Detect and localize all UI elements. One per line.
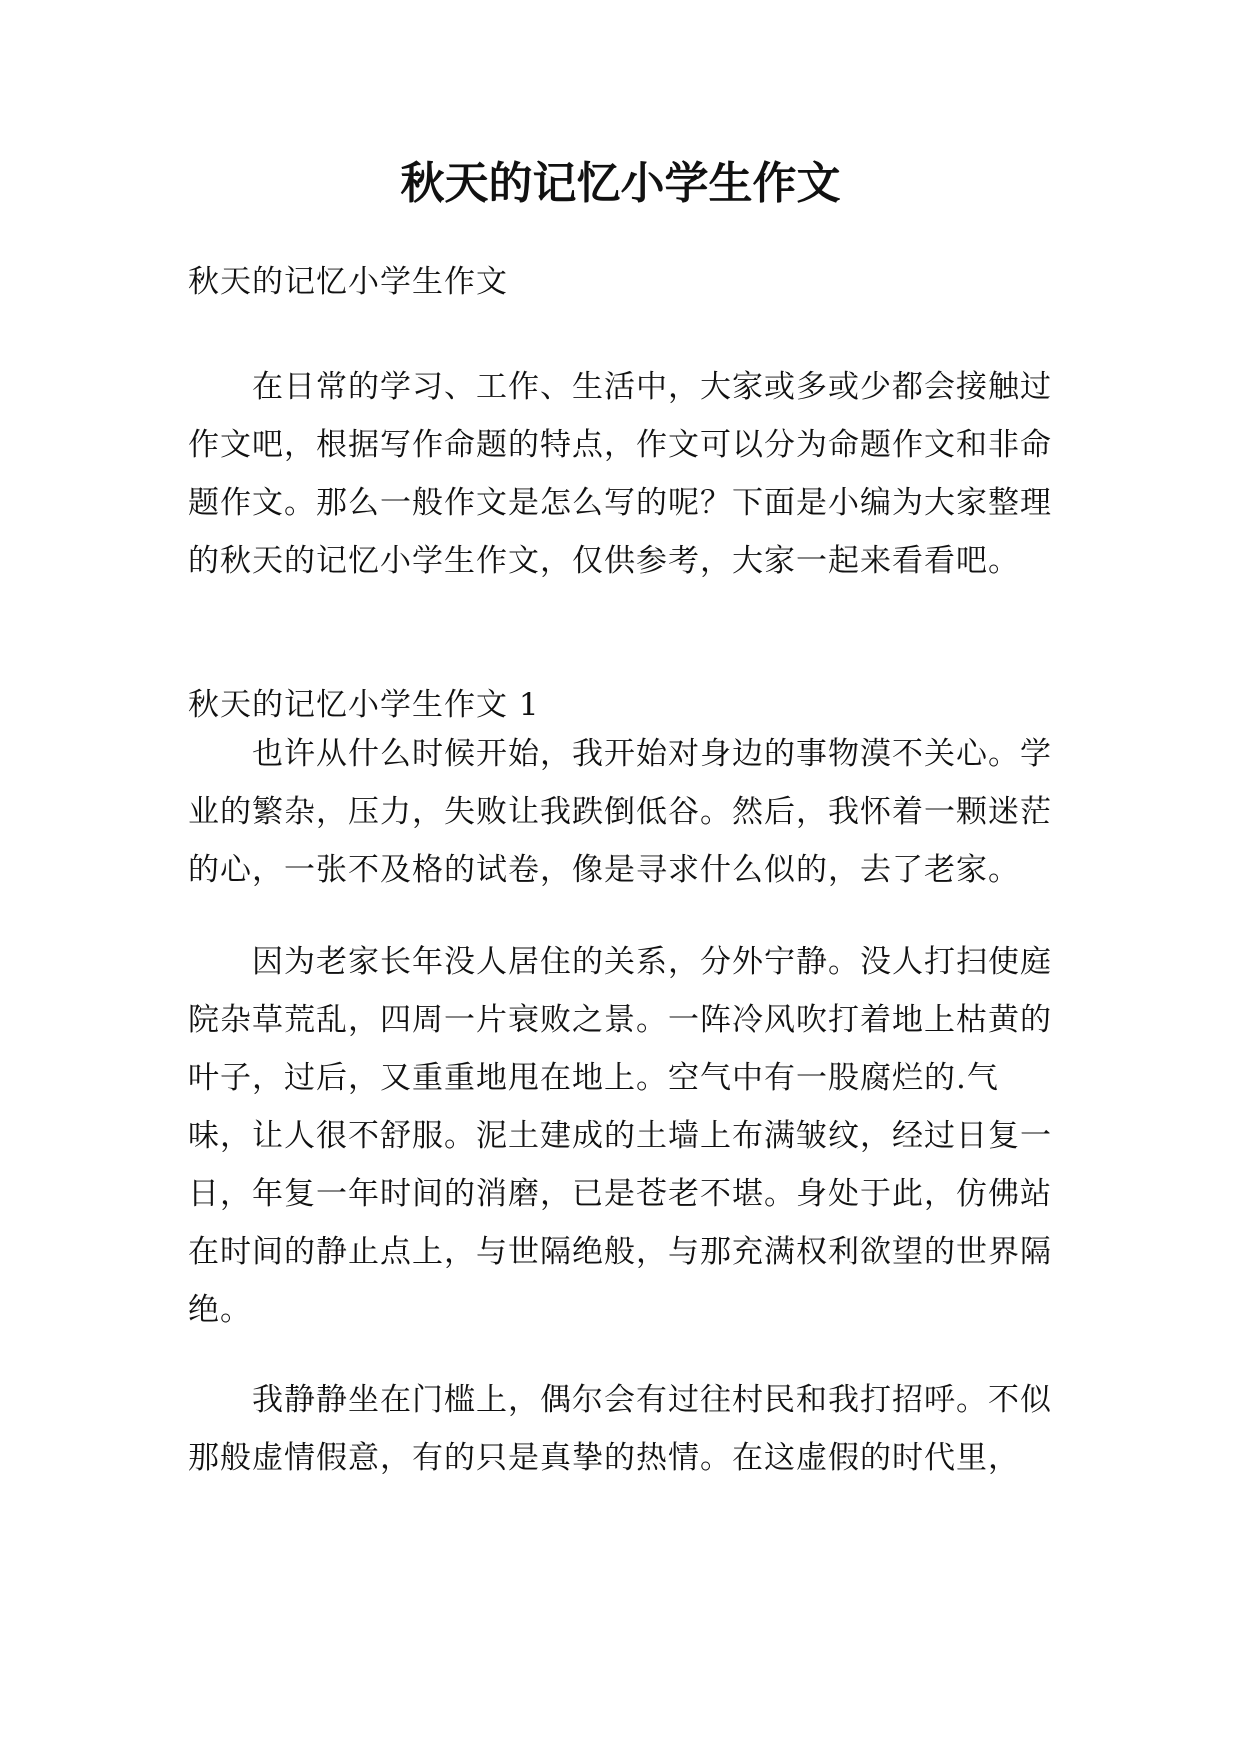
body-paragraph-3: 我静静坐在门槛上，偶尔会有过往村民和我打招呼。不似那般虚情假意，有的只是真挚的热情。在这虚假的时代里， (188, 1382, 1052, 1476)
document-subtitle: 秋天的记忆小学生作文 (188, 264, 508, 300)
section-heading: 秋天的记忆小学生作文 1 (188, 687, 540, 723)
document-title: 秋天的记忆小学生作文 (400, 158, 841, 209)
intro-paragraph: 在日常的学习、工作、生活中，大家或多或少都会接触过作文吧，根据写作命题的特点，作文可以分为命题作文和非命题作文。那么一般作文是怎么写的呢？下面是小编为大家整理的秋天的记忆小学生作文，仅供参考，大家一起来看看吧。 (188, 369, 1052, 579)
body-paragraph-2: 因为老家长年没人居住的关系，分外宁静。没人打扫使庭院杂草荒乱，四周一片衰败之景。一阵冷风吹打着地上枯黄的叶子，过后，又重重地甩在地上。空气中有一股腐烂的.气味，让人很不舒服。泥土建成的土墙上布满皱纹，经过日复一日，年复一年时间的消磨，已是苍老不堪。身处于此，仿佛站在时间的静止点上，与世隔绝般，与那充满权利欲望的世界隔绝。 (188, 944, 1052, 1328)
body-paragraph-1: 也许从什么时候开始，我开始对身边的事物漠不关心。学业的繁杂，压力，失败让我跌倒低谷。然后，我怀着一颗迷茫的心，一张不及格的试卷，像是寻求什么似的，去了老家。 (188, 736, 1052, 888)
